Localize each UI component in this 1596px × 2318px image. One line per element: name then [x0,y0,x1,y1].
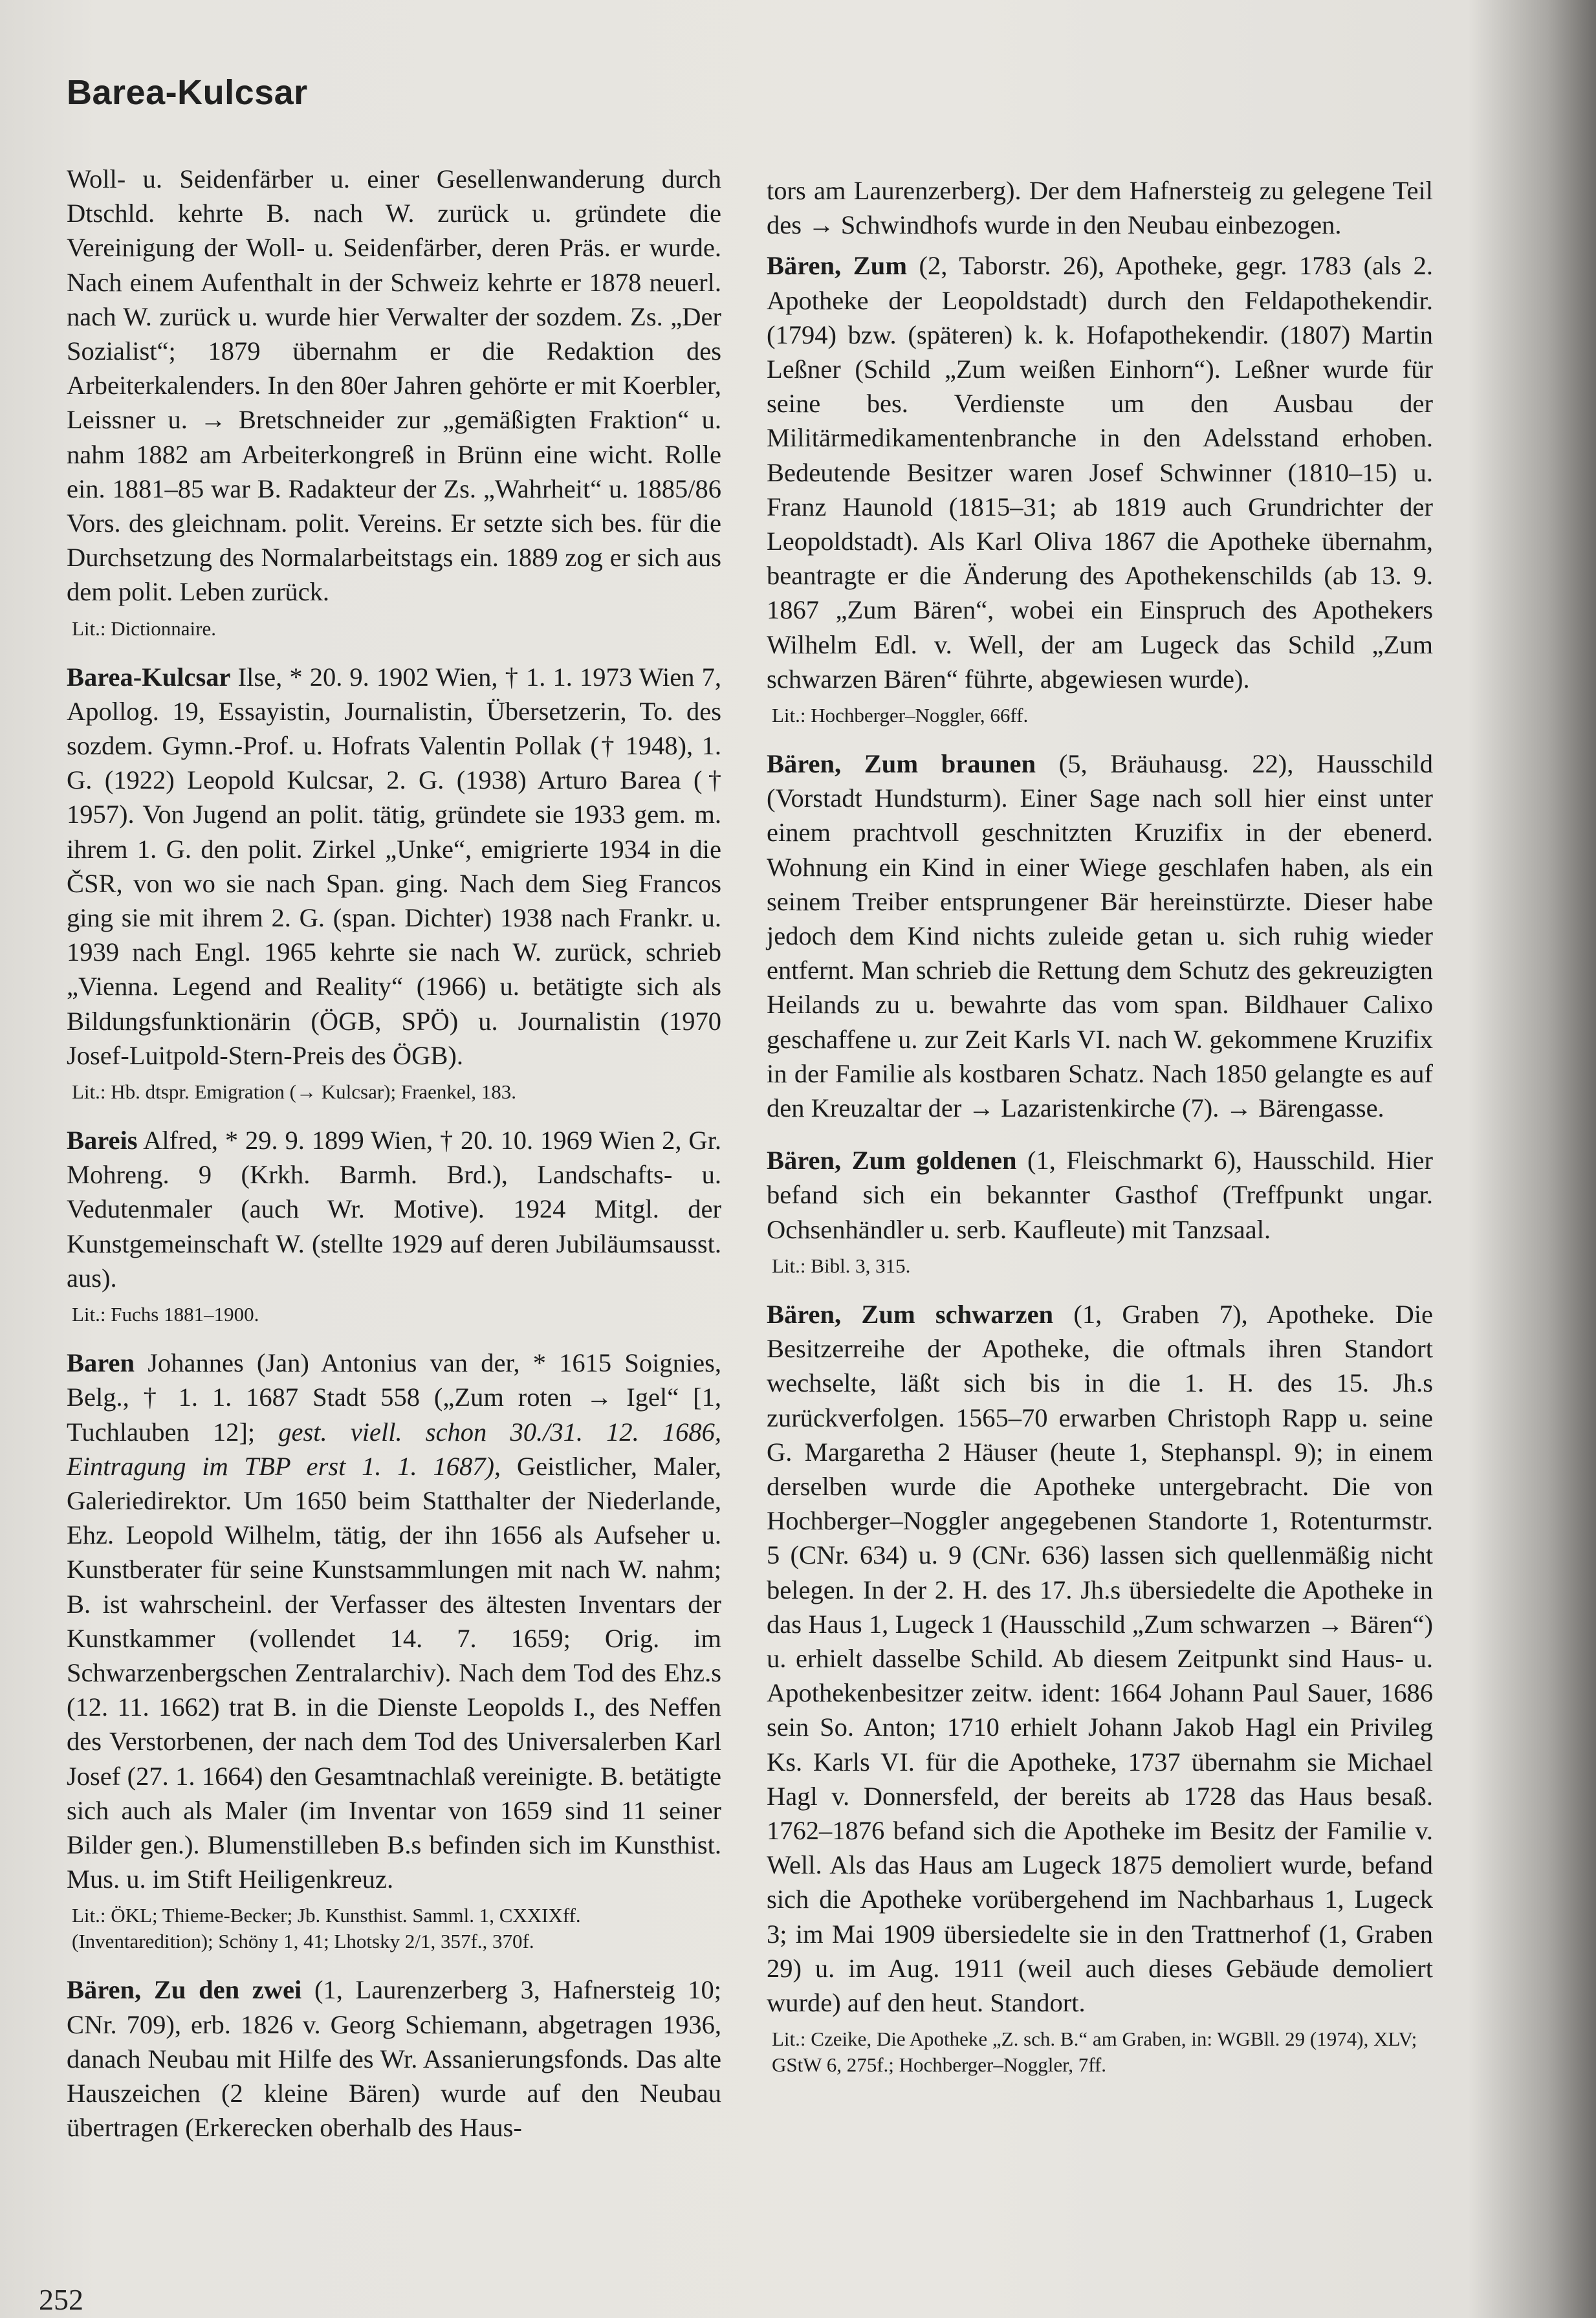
entry-literature: Lit.: Czeike, Die Apotheke „Z. sch. B.“ am Graben, in: WGBll. 29 (1974), XLV; GStW 6, 275f.; Hochberger–Noggler, 7ff. [772,2028,1417,2077]
entry-body [67,1346,721,1896]
entry-lemma: Bären, Zu den zwei [67,1975,302,2005]
entry-body [767,1297,1433,2020]
entry-lemma: Barea-Kulcsar [67,662,231,692]
entry-text: (1, Laurenzerberg 3, Hafnersteig 10; CNr. 709), erb. 1826 v. Georg Schiemann, abgetragen 1936, danach Neubau mit Hilfe des Wr. Assanierungsfonds. Das alte Hauszeichen (2 kleine Bären) wurde auf den Neubau übertragen (Erkerecken oberhalb des Haus- [67,1975,721,2143]
entry-body [67,1123,721,1295]
left-column [67,162,721,2145]
entry-text: Johannes (Jan) Antonius van der, * 1615 Soignies, Belg., † 1. 1. 1687 Stadt 558 („Zum roten → Igel“ [1, Tuchlauben 12]; [67,1348,722,1447]
entry-body [767,747,1433,1125]
entry-text: Geistlicher, Maler, Galeriedirektor. Um 1650 beim Statthalter der Niederlande, Ehz. Leopold Wilhelm, tätig, der ihn 1656 als Aufseher u. Kunstberater für seine Kunstsammlungen mit nach W. nahm; B. ist wahrscheinl. der Verfasser des ältesten Inventars der Kunstkammer (vollendet 14. 7. 1659; Orig. im Schwarzenbergschen Zentralarchiv). Nach dem Tod des Ehz.s (12. 11. 1662) trat B. in die Dienste Leopolds I., des Neffen des Verstorbenen, der nach dem Tod des Universalerben Karl Josef (27. 1. 1664) den Gesamtnachlaß vereinigte. B. betätigte sich auch als Maler (im Inventar von 1659 sind 11 seiner Bilder gen.). Blumenstilleben B.s befinden sich im Kunsthist. Mus. u. im Stift Heiligenkreuz. [67,1451,722,1894]
entry-baeren-zum-schwarzen [767,1297,1433,2078]
entry-literature: Lit.: Hochberger–Noggler, 66ff. [772,704,1029,727]
entry-text: tors am Laurenzerberg). Der dem Hafnersteig zu gelegene Teil des → Schwindhofs wurde in den Neubau einbezogen. [767,176,1433,240]
entry-lemma: Bareis [67,1126,138,1155]
entry-text-italic: gest. viell. schon 30./31. 12. 1686, Eintragung im TBP erst 1. 1. 1687), [67,1417,722,1481]
entry-barea-kulcsar [67,660,721,1105]
entry-continuation-left [67,162,721,642]
entry-baeren-zum [767,248,1433,728]
entry-bareis [67,1123,721,1328]
entry-body [67,660,721,1073]
entry-body [767,248,1433,696]
entry-text: Alfred, * 29. 9. 1899 Wien, † 20. 10. 1969 Wien 2, Gr. Mohreng. 9 (Krkh. Barmh. Brd.), Landschafts- u. Vedutenmaler (auch Wr. Motive). 1924 Mitgl. der Kunstgemeinschaft W. (stellte 1929 auf deren Jubiläumsausst. aus). [67,1126,721,1293]
running-head: Barea-Kulcsar [67,73,308,112]
entry-literature: Lit.: Fuchs 1881–1900. [72,1303,259,1326]
entry-lemma: Bären, Zum schwarzen [767,1299,1054,1329]
entry-lemma: Bären, Zum [767,251,907,281]
entry-text: (5, Bräuhausg. 22), Hausschild (Vorstadt Hundsturm). Einer Sage nach soll hier einst unter einem prachtvoll geschnitzten Kruzifix in der ebenerd. Wohnung ein Kind in einer Wiege geschlafen haben, als ein seinem Treiber entsprungener Bär hereinstürzte. Dieser habe jedoch dem Kind nichts zuleide getan u. sich ruhig wieder entfernt. Man schrieb die Rettung dem Schutz des gekreuzigten Heilands zu u. bewahrte das vom span. Bildhauer Calixo geschaffene u. zur Zeit Karls VI. nach W. gekommene Kruzifix in der Familie als kostbaren Schatz. Nach 1850 gelangte es auf den Kreuzaltar der → Lazaristenkirche (7). → Bärengasse. [767,749,1433,1123]
entry-text: (1, Graben 7), Apotheke. Die Besitzerreihe der Apotheke, die oftmals ihren Standort wechselte, läßt sich bis in die 1. H. des 15. Jh.s zurückverfolgen. 1565–70 erwarben Christoph Rapp u. seine G. Margaretha 2 Häuser (heute 1, Stephanspl. 9); in einem derselben wurde die Apotheke untergebracht. Die von Hochberger–Noggler angegebenen Standorte 1, Rotenturmstr. 5 (CNr. 634) u. 9 (CNr. 636) lassen sich quellenmäßig nicht belegen. In der 2. H. des 17. Jh.s übersiedelte die Apotheke in das Haus 1, Lugeck 1 (Hausschild „Zum schwarzen → Bären“) u. erhielt dasselbe Schild. Ab diesem Zeitpunkt sind Haus- u. Apothekenbesitzer zeitw. ident: 1664 Johann Paul Sauer, 1686 sein So. Anton; 1710 erhielt Johann Jakob Hagl ein Privileg Ks. Karls VI. für die Apotheke, 1737 übernahm sie Michael Hagl v. Donnersfeld, der bereits ab 1728 das Haus besaß. 1762–1876 befand sich die Apotheke im Besitz der Familie v. Well. Als das Haus am Lugeck 1875 demoliert wurde, befand sich die Apotheke vorübergehend im Nachbarhaus 1, Lugeck 3; im Mai 1909 übersiedelte sie in den Trattnerhof (1, Graben 29) u. im Aug. 1911 (weil auch dieses Gebäude demoliert wurde) auf den heut. Standort. [767,1299,1433,2017]
entry-body [767,1143,1433,1247]
entry-baeren-zum-goldenen [767,1143,1433,1279]
entry-literature: Lit.: Bibl. 3, 315. [772,1254,911,1277]
entry-baeren-zu-den-zwei [67,1973,721,2145]
page-number: 252 [39,2283,83,2316]
entry-text: (1, Fleischmarkt 6), Hausschild. Hier befand sich ein bekannter Gasthof (Treffpunkt ungar. Ochsenhändler u. serb. Kaufleute) mit Tanzsaal. [767,1146,1433,1244]
entry-text: Ilse, * 20. 9. 1902 Wien, † 1. 1. 1973 Wien 7, Apollog. 19, Essayistin, Journalistin, Übersetzerin, To. des sozdem. Gymn.-Prof. u. Hofrats Valentin Pollak († 1948), 1. G. (1922) Leopold Kulcsar, 2. G. (1938) Arturo Barea († 1957). Von Jugend an polit. tätig, gründete sie 1933 gem. m. ihrem 1. G. den polit. Zirkel „Unke“, emigrierte 1934 in die ČSR, von wo sie nach Span. ging. Nach dem Sieg Francos ging sie mit ihrem 2. G. (span. Dichter) 1938 nach Frankr. u. 1939 nach Engl. 1965 kehrte sie nach W. zurück, schrieb „Vienna. Legend and Reality“ (1966) u. betätigte sich als Bildungsfunktionärin (ÖGB, SPÖ) u. Journalistin (1970 Josef-Luitpold-Stern-Preis des ÖGB). [67,662,721,1070]
entry-literature: Lit.: Dictionnaire. [72,617,216,640]
entry-body [67,1973,721,2145]
entry-lemma: Bären, Zum goldenen [767,1146,1017,1175]
entry-continuation-right [767,173,1433,248]
entry-lemma: Baren [67,1348,135,1378]
entry-lemma: Bären, Zum braunen [767,749,1036,779]
entry-text: Woll- u. Seidenfärber u. einer Gesellenwanderung durch Dtschld. kehrte B. nach W. zurück u. gründete die Vereinigung der Woll- u. Seidenfärber, deren Präs. er wurde. Nach einem Aufenthalt in der Schweiz kehrte er 1878 neuerl. nach W. zurück u. wurde hier Verwalter der sozdem. Zs. „Der Sozialist“; 1879 übernahm er die Redaktion des Arbeiterkalenders. In den 80er Jahren gehörte er mit Koerbler, Leissner u. → Bretschneider zur „gemäßigten Fraktion“ u. nahm 1882 am Arbeiterkongreß in Brünn eine wicht. Rolle ein. 1881–85 war B. Radakteur der Zs. „Wahrheit“ u. 1885/86 Vors. des gleichnam. polit. Vereins. Er setzte sich bes. für die Durchsetzung des Normalarbeitstags ein. 1889 zog er sich aus dem polit. Leben zurück. [67,164,721,607]
entry-literature: Lit.: Hb. dtspr. Emigration (→ Kulcsar); Fraenkel, 183. [72,1080,517,1104]
entry-baren [67,1346,721,1954]
entry-literature: Lit.: ÖKL; Thieme-Becker; Jb. Kunsthist. Samml. 1, CXXIXff. (Inventaredition); Schöny 1, 41; Lhotsky 2/1, 357f., 370f. [72,1904,581,1953]
right-column [767,173,1433,2096]
entry-baeren-zum-braunen [767,747,1433,1143]
entry-text: (2, Taborstr. 26), Apotheke, gegr. 1783 (als 2. Apotheke der Leopoldstadt) durch den Feldapothekendir. (1794) bzw. (späteren) k. k. Hofapothekendir. (1807) Martin Leßner (Schild „Zum weißen Einhorn“). Leßner wurde für seine bes. Verdienste um den Ausbau der Militärmedikamentenbranche in den Adelsstand erhoben. Bedeutende Besitzer waren Josef Schwinner (1810–15) u. Franz Haunold (1815–31; ab 1819 auch Grundrichter der Leopoldstadt). Als Karl Oliva 1867 die Apotheke übernahm, beantragte er die Änderung des Apothekenschilds (ab 13. 9. 1867 „Zum Bären“, wobei ein Einspruch des Apothekers Wilhelm Edl. v. Well, der am Lugeck das Schild „Zum schwarzen Bären“ führte, abgewiesen wurde). [767,251,1433,694]
